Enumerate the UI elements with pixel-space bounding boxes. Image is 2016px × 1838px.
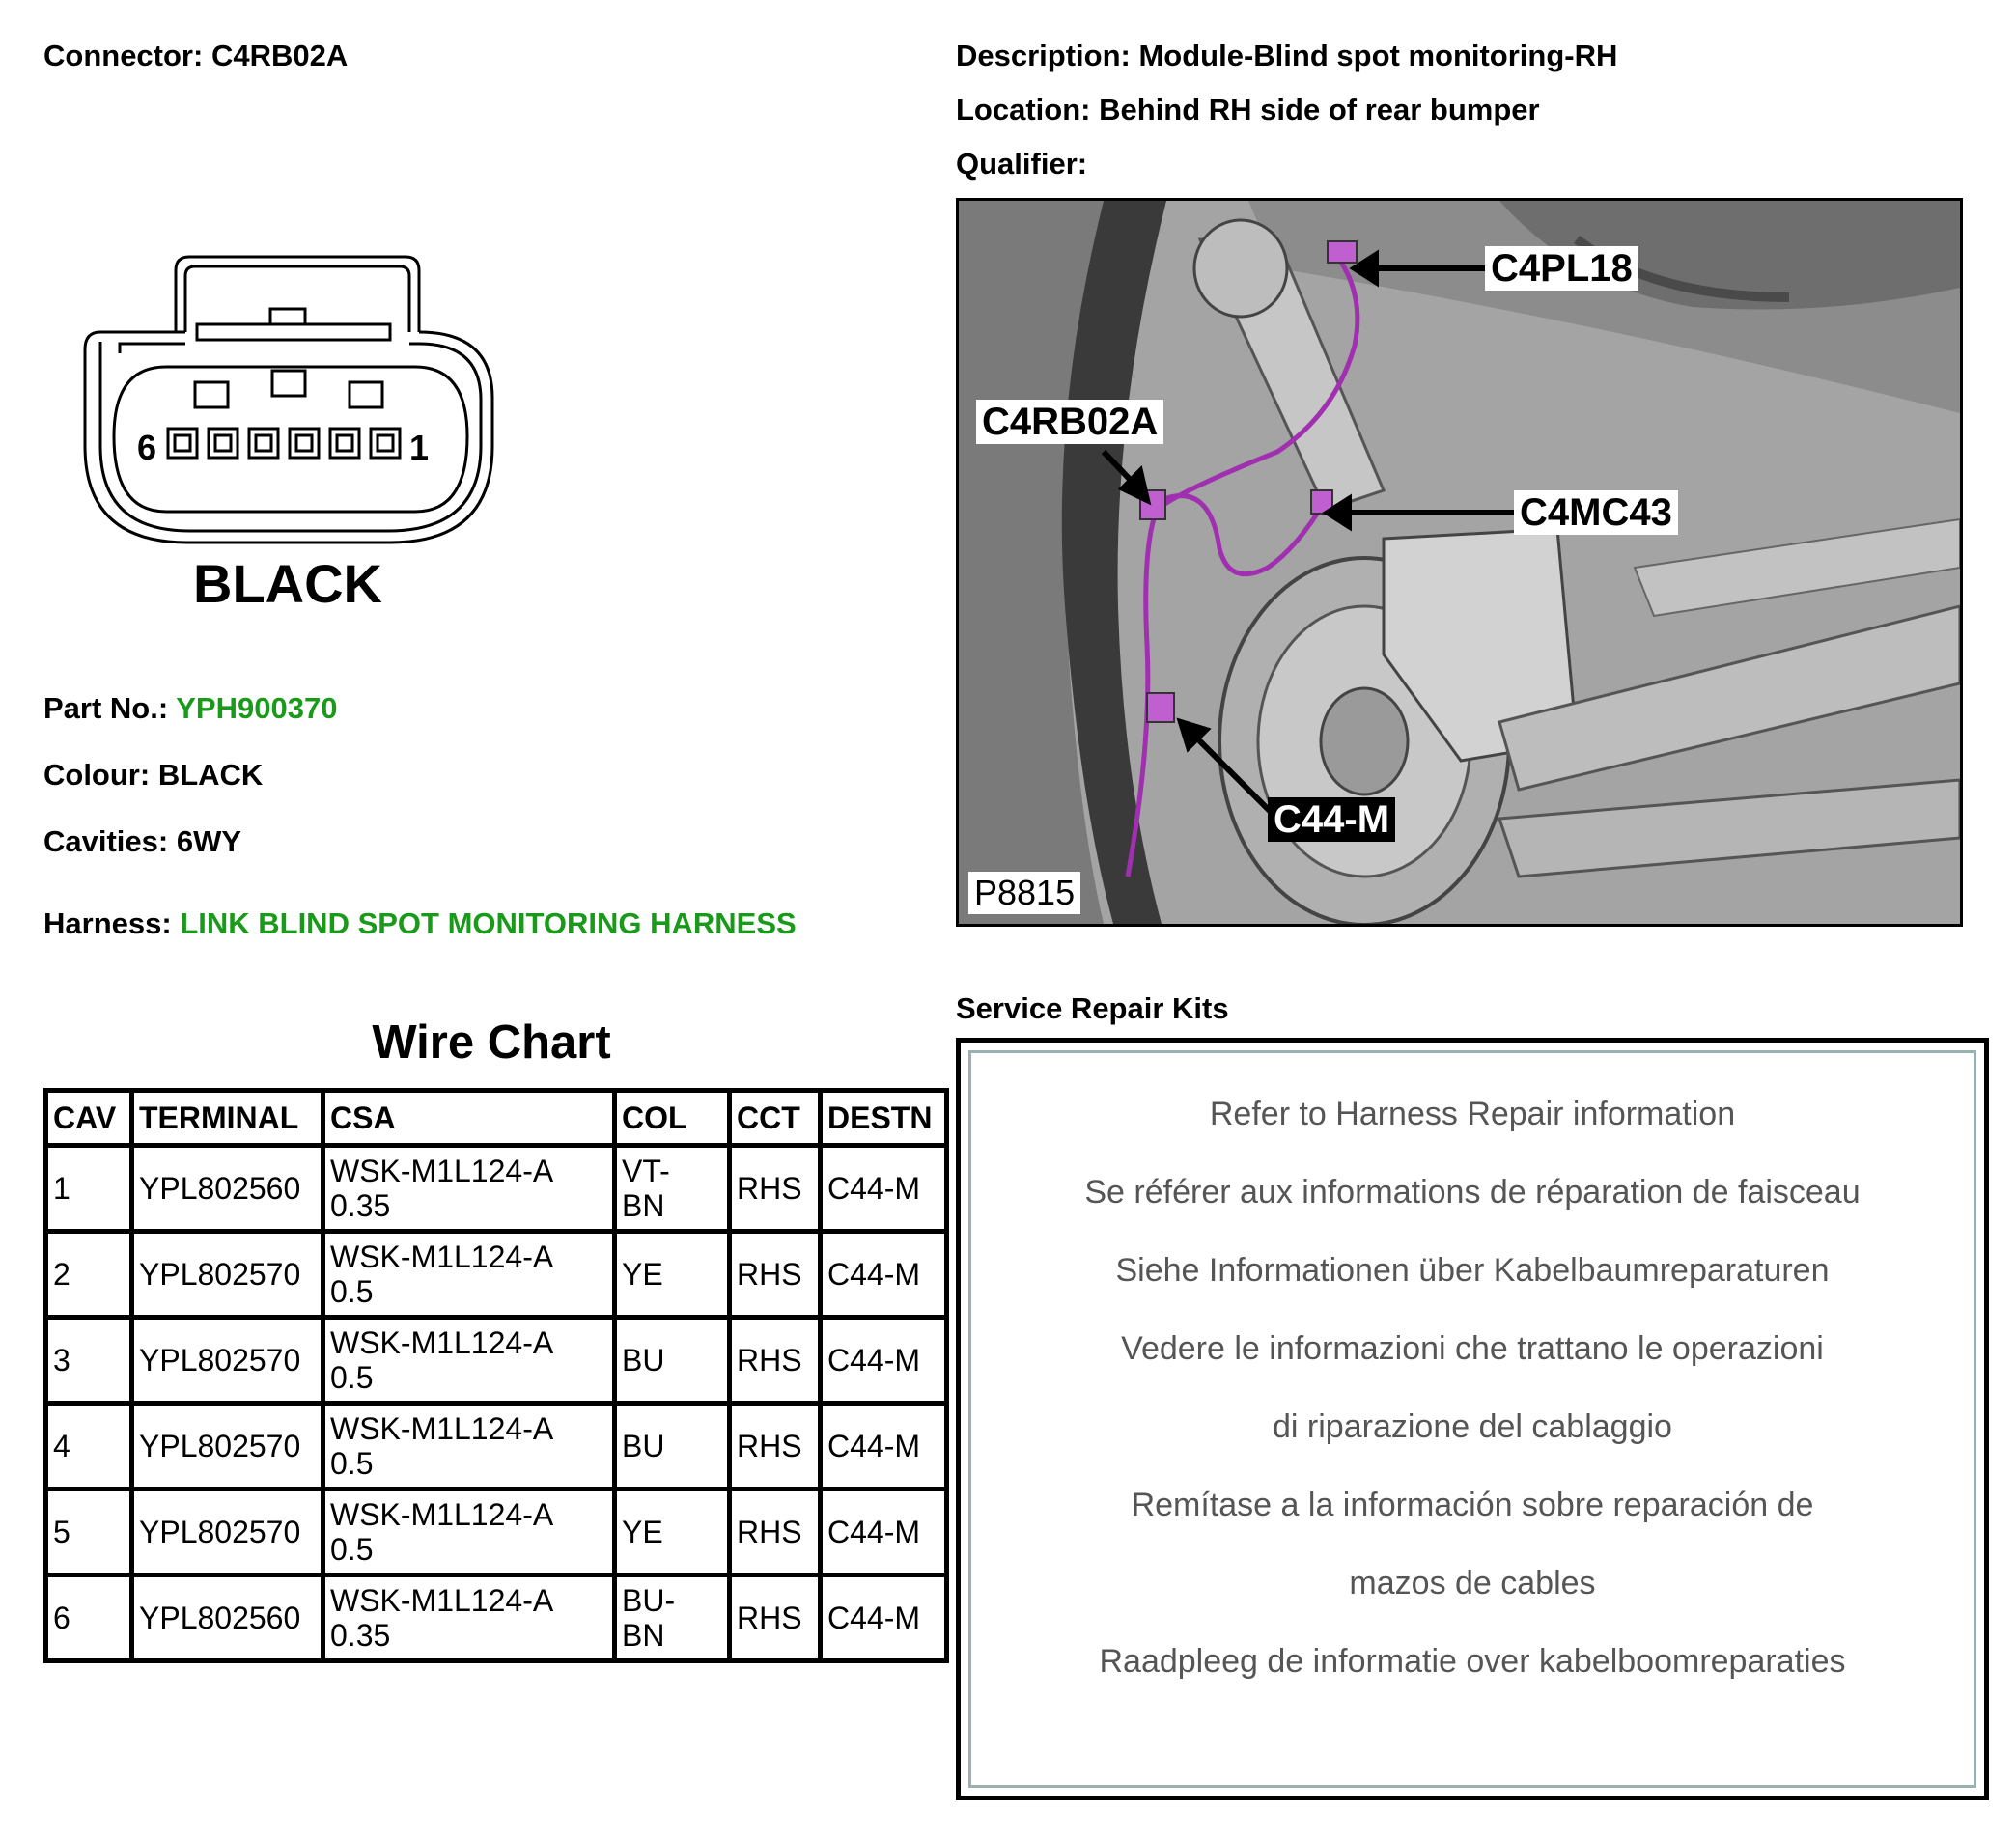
- cell-cct: RHS: [730, 1490, 821, 1575]
- cell-cav: 1: [46, 1146, 132, 1232]
- harness-label: Harness:: [43, 906, 172, 940]
- csa-size: 0.5: [330, 1446, 374, 1481]
- connector-label: Connector:: [43, 39, 204, 72]
- table-row: [46, 1575, 947, 1661]
- cell-csa: [323, 1404, 615, 1490]
- pin-label-6: 6: [137, 428, 157, 467]
- connector-line: [43, 39, 348, 73]
- cell-col: YE: [615, 1490, 730, 1575]
- cell-cct: RHS: [730, 1318, 821, 1404]
- table-row: [46, 1318, 947, 1404]
- table-row: [46, 1490, 947, 1575]
- cell-col: BU: [615, 1318, 730, 1404]
- header-destn: DESTN: [821, 1091, 947, 1146]
- cell-cav: 6: [46, 1575, 132, 1661]
- csa-size: 0.5: [330, 1274, 374, 1309]
- cell-csa: [323, 1146, 615, 1232]
- location-line: [956, 93, 1540, 127]
- location-value: Behind RH side of rear bumper: [1099, 93, 1540, 126]
- cell-cct: RHS: [730, 1404, 821, 1490]
- cell-terminal: YPL802570: [132, 1404, 323, 1490]
- cell-destn: C44-M: [821, 1404, 947, 1490]
- csa-size: 0.35: [330, 1188, 391, 1223]
- description-line: [956, 39, 1617, 73]
- cell-cct: RHS: [730, 1146, 821, 1232]
- header-csa: CSA: [323, 1091, 615, 1146]
- cell-col: YE: [615, 1232, 730, 1318]
- colour-label: Colour:: [43, 758, 151, 792]
- cavities-label: Cavities:: [43, 824, 169, 858]
- cavities-value: 6WY: [176, 824, 242, 858]
- col-line-2: BN: [622, 1188, 665, 1223]
- photo-id: P8815: [968, 872, 1080, 914]
- cell-col: BU: [615, 1404, 730, 1490]
- cell-col: [615, 1146, 730, 1232]
- repair-info-line: di riparazione del cablaggio: [1273, 1408, 1672, 1445]
- csa-size: 0.5: [330, 1532, 374, 1567]
- connector-outline: [81, 253, 498, 620]
- cell-cct: RHS: [730, 1575, 821, 1661]
- header-cav: CAV: [46, 1091, 132, 1146]
- csa-spec: WSK-M1L124-A: [330, 1497, 554, 1532]
- service-repair-kits-title: Service Repair Kits: [956, 991, 1229, 1025]
- callout-c4rb02a: C4RB02A: [976, 400, 1163, 444]
- diagram-colour-label: BLACK: [193, 553, 382, 614]
- csa-spec: WSK-M1L124-A: [330, 1325, 554, 1360]
- cell-csa: [323, 1232, 615, 1318]
- cell-cav: 2: [46, 1232, 132, 1318]
- csa-spec: WSK-M1L124-A: [330, 1583, 554, 1618]
- harness-line: [43, 906, 797, 941]
- csa-size: 0.5: [330, 1360, 374, 1395]
- cell-destn: C44-M: [821, 1575, 947, 1661]
- csa-spec: WSK-M1L124-A: [330, 1411, 554, 1446]
- header-col: COL: [615, 1091, 730, 1146]
- cell-destn: C44-M: [821, 1490, 947, 1575]
- cell-destn: C44-M: [821, 1232, 947, 1318]
- col-line-2: BN: [622, 1618, 665, 1653]
- callout-c4pl18: C4PL18: [1485, 246, 1638, 291]
- wire-chart-title: Wire Chart: [372, 1016, 611, 1069]
- cell-destn: C44-M: [821, 1318, 947, 1404]
- table-row: [46, 1232, 947, 1318]
- header-terminal: TERMINAL: [132, 1091, 323, 1146]
- service-repair-kits-inner: [968, 1050, 1976, 1788]
- table-row: [46, 1404, 947, 1490]
- part-no-line: [43, 691, 337, 726]
- cell-destn: C44-M: [821, 1146, 947, 1232]
- description-value: Module-Blind spot monitoring-RH: [1138, 39, 1618, 72]
- vehicle-wheel-arch-illustration: [959, 201, 1960, 924]
- service-repair-kits-box: [956, 1038, 1989, 1800]
- qualifier-line: [956, 147, 1087, 181]
- repair-info-line: mazos de cables: [1349, 1565, 1596, 1601]
- qualifier-label: Qualifier:: [956, 147, 1088, 181]
- callout-c4mc43: C4MC43: [1514, 490, 1678, 535]
- colour-line: [43, 758, 263, 793]
- wire-chart-table: [43, 1088, 949, 1663]
- location-label: Location:: [956, 93, 1091, 126]
- part-no-label: Part No.:: [43, 691, 169, 725]
- csa-size: 0.35: [330, 1618, 391, 1653]
- cell-cav: 5: [46, 1490, 132, 1575]
- colour-value: BLACK: [157, 758, 264, 792]
- repair-info-line: Se référer aux informations de réparation de faisceau: [1084, 1174, 1861, 1211]
- cell-csa: [323, 1318, 615, 1404]
- cavities-line: [43, 824, 241, 859]
- repair-info-line: Refer to Harness Repair information: [1209, 1096, 1736, 1132]
- connector-value: C4RB02A: [210, 39, 349, 72]
- location-illustration: [956, 198, 1963, 927]
- description-label: Description:: [956, 39, 1131, 72]
- col-line-1: BU-: [622, 1583, 676, 1618]
- csa-spec: WSK-M1L124-A: [330, 1154, 554, 1188]
- cell-terminal: YPL802570: [132, 1232, 323, 1318]
- repair-info-line: Vedere le informazioni che trattano le operazioni: [1121, 1330, 1824, 1367]
- table-row: [46, 1146, 947, 1232]
- cell-col: [615, 1575, 730, 1661]
- callout-c44-m: C44-M: [1268, 797, 1395, 842]
- col-line-1: VT-: [622, 1154, 670, 1188]
- cell-terminal: YPL802570: [132, 1318, 323, 1404]
- cell-terminal: YPL802570: [132, 1490, 323, 1575]
- cell-terminal: YPL802560: [132, 1146, 323, 1232]
- pin-label-1: 1: [409, 428, 430, 467]
- harness-value: LINK BLIND SPOT MONITORING HARNESS: [180, 906, 797, 940]
- cell-cav: 4: [46, 1404, 132, 1490]
- cell-cct: RHS: [730, 1232, 821, 1318]
- cell-terminal: YPL802560: [132, 1575, 323, 1661]
- csa-spec: WSK-M1L124-A: [330, 1239, 554, 1274]
- table-header-row: [46, 1091, 947, 1146]
- part-no-value: YPH900370: [176, 691, 338, 725]
- repair-info-line: Raadpleeg de informatie over kabelboomreparaties: [1099, 1643, 1846, 1680]
- cell-csa: [323, 1490, 615, 1575]
- cell-csa: [323, 1575, 615, 1661]
- header-cct: CCT: [730, 1091, 821, 1146]
- connector-face-diagram: [81, 253, 498, 620]
- cell-cav: 3: [46, 1318, 132, 1404]
- repair-info-line: Remítase a la información sobre reparación de: [1131, 1487, 1814, 1523]
- repair-info-line: Siehe Informationen über Kabelbaumreparaturen: [1115, 1252, 1830, 1289]
